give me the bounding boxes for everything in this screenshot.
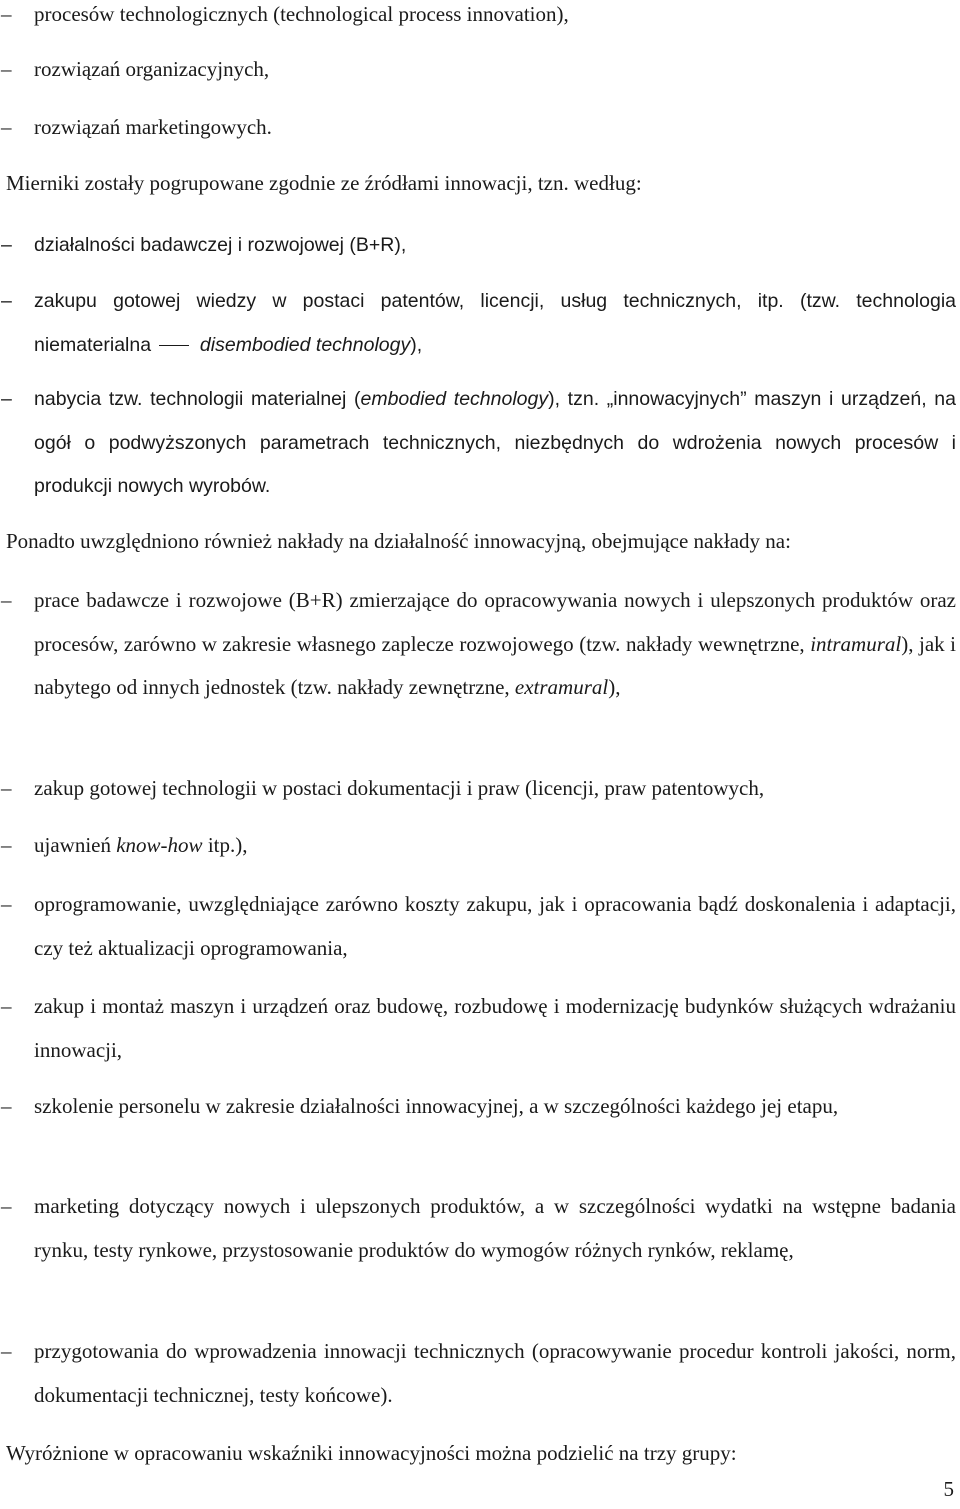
list-item-text: zakupu gotowej wiedzy w postaci patentów, licencji, usług technicznych, itp. (tzw. technologia niematerialna <box>34 290 956 356</box>
list-item-italic: intramural <box>810 631 902 656</box>
list-item: – działalności badawczej i rozwojowej (B+R), <box>34 224 956 268</box>
list-item <box>34 824 956 868</box>
list-item: – szkolenie personelu w zakresie działalności innowacyjnej, a w szczególności każdego jej etapu, <box>34 1085 956 1129</box>
list-item-text: ), <box>608 675 621 699</box>
list-item: – rozwiązań marketingowych. <box>34 106 956 150</box>
list-item-text: ujawnień <box>34 833 117 857</box>
list-item <box>34 378 956 509</box>
list-item: – marketing dotyczący nowych i ulepszonych produktów, a w szczególności wydatki na wstępne badania rynku, testy rynkowe, przystosowanie produktów do wymogów różnych rynków, reklamę, <box>34 1185 956 1272</box>
list-item-text: ), tzn. „innowacyjnych” maszyn i urządzeń, na ogół o podwyższonych parametrach technicznych, niezbędnych do wdrożenia nowych procesów i produkcji nowych wyrobów. <box>34 388 956 497</box>
list-item-text: ), jak i nabytego od innych jednostek (tzw. nakłady zewnętrzne, <box>34 631 957 699</box>
list-item-text: itp.), <box>202 833 248 857</box>
page-number: 5 <box>943 1477 954 1501</box>
paragraph-outlays: Ponadto uwzględniono również nakłady na działalność innowacyjną, obejmujące nakłady na: <box>6 529 791 553</box>
list-item: – przygotowania do wprowadzenia innowacji technicznych (opracowywanie procedur kontroli jakości, norm, dokumentacji technicznej, testy końcowe). <box>34 1330 956 1417</box>
list-item-italic: disembodied technology <box>199 333 411 356</box>
list-item-text: nabycia tzw. technologii materialnej ( <box>34 388 361 410</box>
list-item-italic: know-how <box>116 833 203 857</box>
paragraph-groups: Wyróżnione w opracowaniu wskaźniki innowacyjności można podzielić na trzy grupy: <box>6 1441 737 1465</box>
list-item: – rozwiązań organizacyjnych, <box>34 48 956 92</box>
list-item-italic: embodied technology <box>360 388 549 410</box>
list-item <box>34 280 956 367</box>
list-item: – procesów technologicznych (technological process innovation), <box>34 0 956 37</box>
list-item-text: ), <box>410 333 423 356</box>
list-item-italic: extramural <box>514 675 609 699</box>
list-item <box>34 579 956 710</box>
list-item: – zakup i montaż maszyn i urządzeń oraz budowę, rozbudowę i modernizację budynków służących wdrażaniu innowacji, <box>34 985 956 1072</box>
list-item-text: prace badawcze i rozwojowe (B+R) zmierzające do opracowywania nowych i ulepszonych produktów oraz procesów, zarówno w zakresie własnego zaplecze rozwojowego (tzw. nakłady wewnętrzne, <box>34 588 956 656</box>
list-item: – zakup gotowej technologii w postaci dokumentacji i praw (licencji, praw patentowych, <box>34 767 956 811</box>
paragraph-sources: Mierniki zostały pogrupowane zgodnie ze źródłami innowacji, tzn. według: <box>6 171 642 195</box>
em-dash <box>159 345 189 346</box>
list-item: – oprogramowanie, uwzględniające zarówno koszty zakupu, jak i opracowania bądź doskonalenia i adaptacji, czy też aktualizacji oprogramowania, <box>34 883 956 970</box>
